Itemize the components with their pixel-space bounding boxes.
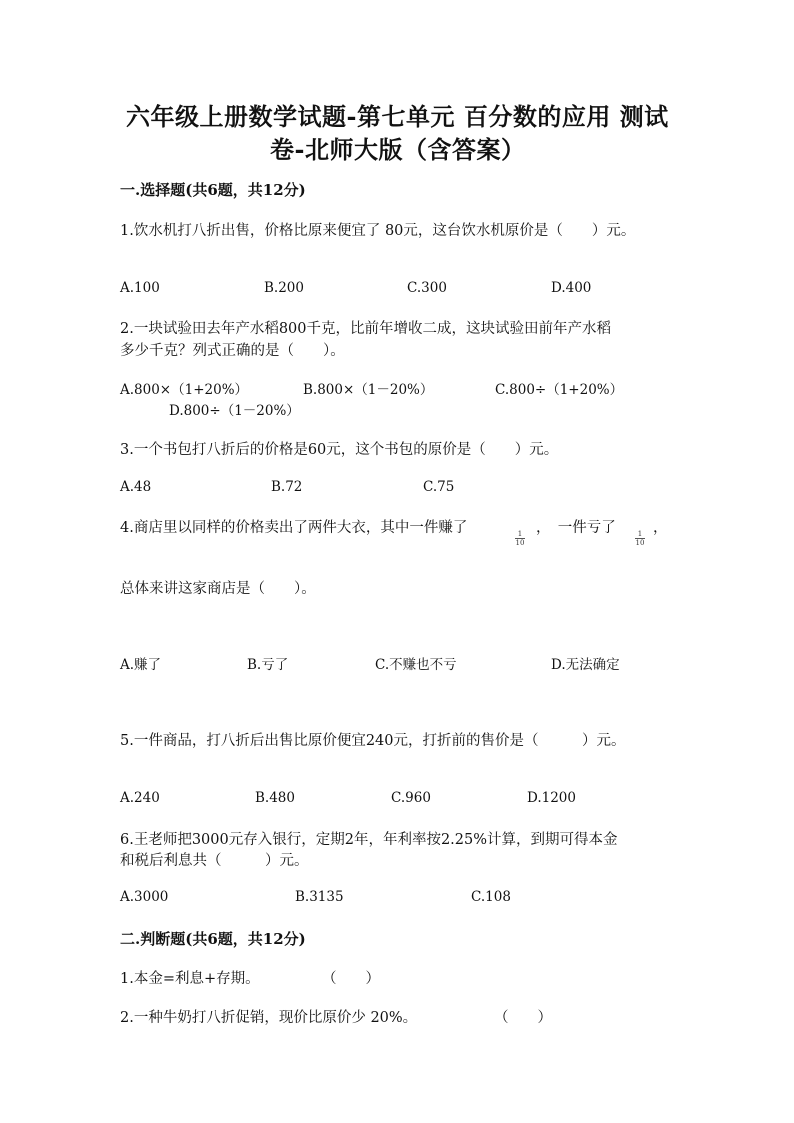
- question-6-option-a: A.3000: [120, 889, 169, 905]
- page-title-line1: 六年级上册数学试题-第七单元 百分数的应用 测试: [126, 102, 669, 131]
- question-2-text-line2: 多少千克？列式正确的是（ ）。: [120, 343, 345, 359]
- judgement-1-text: 1.本金=利息+存期。: [120, 971, 260, 987]
- section-heading-choice: 一.选择题(共6题，共12分): [120, 181, 306, 199]
- question-6-option-c: C.108: [471, 889, 511, 905]
- question-3-option-b: B.72: [271, 479, 303, 495]
- fraction-denominator: 10: [635, 539, 645, 547]
- question-5-option-d: D.1200: [527, 790, 576, 806]
- judgement-2-text: 2.一种牛奶打八折促销，现价比原价少 20%。: [120, 1010, 418, 1026]
- question-4-option-a: A.赚了: [120, 657, 162, 673]
- question-4-option-d: D.无法确定: [551, 657, 620, 673]
- fraction-one-tenth-2: [634, 530, 646, 547]
- question-1-option-a: A.100: [120, 280, 160, 296]
- fraction-denominator: 10: [515, 539, 525, 547]
- question-2-option-a: A.800×（1+20%）: [120, 382, 249, 398]
- question-1-option-b: B.200: [264, 280, 304, 296]
- question-3-text: 3.一个书包打八折后的价格是60元，这个书包的原价是（ ）元。: [120, 442, 559, 458]
- question-5-option-c: C.960: [391, 790, 431, 806]
- question-2-option-d: D.800÷（1－20%）: [169, 403, 300, 419]
- question-3-option-c: C.75: [423, 479, 455, 495]
- question-4-text-part1: 4.商店里以同样的价格卖出了两件大衣，其中一件赚了: [120, 520, 468, 536]
- question-3-option-a: A.48: [120, 479, 152, 495]
- question-5-option-a: A.240: [120, 790, 160, 806]
- question-6-option-b: B.3135: [295, 889, 344, 905]
- question-4-option-c: C.不赚也不亏: [375, 657, 457, 673]
- question-1-text: 1.饮水机打八折出售，价格比原来便宜了 80元，这台饮水机原价是（ ）元。: [120, 223, 636, 239]
- section-heading-judgement: 二.判断题(共6题，共12分): [120, 930, 306, 948]
- question-4-option-b: B.亏了: [247, 657, 289, 673]
- question-6-text-line1: 6.王老师把3000元存入银行，定期2年，年利率按2.25%计算，到期可得本金: [120, 832, 618, 848]
- question-1-option-d: D.400: [551, 280, 592, 296]
- fraction-one-tenth-1: [514, 530, 526, 547]
- question-6-text-line2: 和税后利息共（ ）元。: [120, 853, 309, 869]
- judgement-2-answer-blank: （ ）: [494, 1010, 552, 1026]
- question-2-option-b: B.800×（1－20%）: [303, 382, 434, 398]
- question-4-text-line2: 总体来讲这家商店是（ ）。: [120, 581, 316, 597]
- page-title-line2: 卷-北师大版（含答案）: [270, 135, 526, 164]
- question-4-text-part3: ，: [653, 520, 668, 536]
- question-2-option-c: C.800÷（1+20%）: [495, 382, 624, 398]
- question-4-text-part2: ， 一件亏了: [536, 520, 616, 536]
- question-5-option-b: B.480: [255, 790, 295, 806]
- question-1-option-c: C.300: [407, 280, 447, 296]
- fraction-numerator: 1: [517, 530, 523, 538]
- judgement-1-answer-blank: （ ）: [322, 971, 380, 987]
- question-2-text-line1: 2.一块试验田去年产水稻800千克，比前年增收二成，这块试验田前年产水稻: [120, 321, 612, 337]
- question-5-text: 5.一件商品，打八折后出售比原价便宜240元，打折前的售价是（ ）元。: [120, 733, 626, 749]
- fraction-numerator: 1: [637, 530, 643, 538]
